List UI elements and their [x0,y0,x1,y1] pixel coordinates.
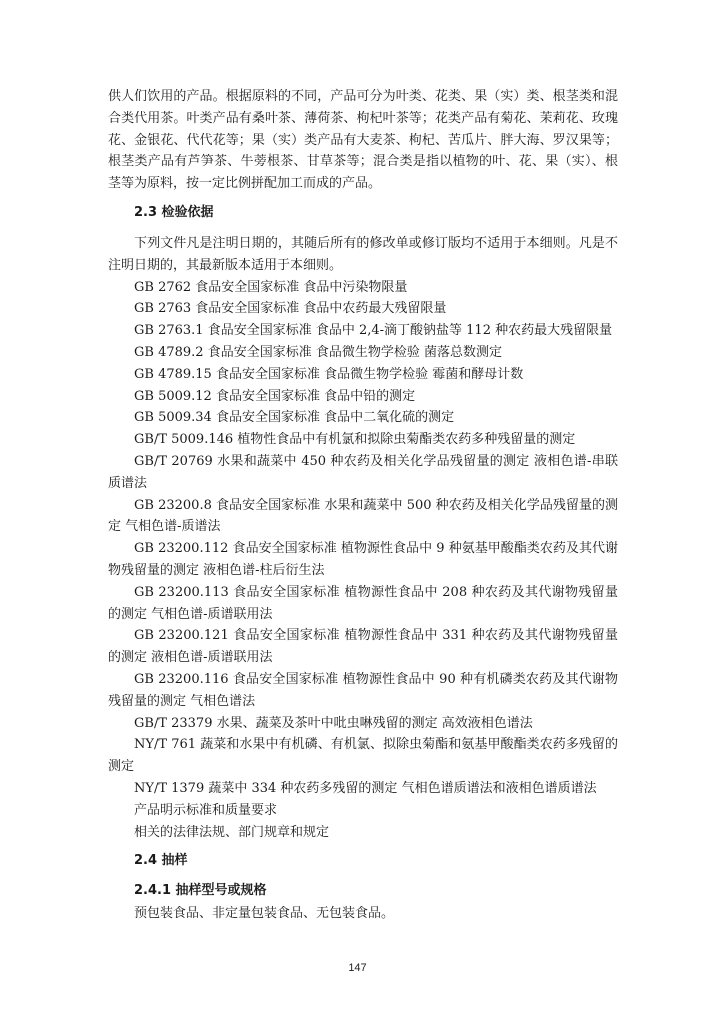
reference-item: GB 23200.116 食品安全国家标准 植物源性食品中 90 种有机磷类农药及其代谢物残留量的测定 气相色谱法 [108,671,618,709]
reference-item: GB 5009.12 食品安全国家标准 食品中铅的测定 [134,388,416,404]
reference-item: GB 23200.8 食品安全国家标准 水果和蔬菜中 500 种农药及相关化学品残留量的测定 气相色谱-质谱法 [108,497,618,535]
reference-item: GB 2763 食品安全国家标准 食品中农药最大残留限量 [134,301,447,317]
reference-item: GB/T 20769 水果和蔬菜中 450 种农药及相关化学品残留量的测定 液相色谱-串联质谱法 [108,453,618,491]
reference-item: GB 23200.113 食品安全国家标准 植物源性食品中 208 种农药及其代谢物残留量的测定 气相色谱-质谱联用法 [108,584,618,622]
section-2-3-intro: 下列文件凡是注明日期的，其随后所有的修改单或修订版均不适用于本细则。凡是不注明日期的，其最新版本适用于本细则。 [108,235,618,273]
reference-item: GB 4789.15 食品安全国家标准 食品微生物学检验 霉菌和酵母计数 [134,366,524,382]
section-2-4-1-text: 预包装食品、非定量包装食品、无包装食品。 [134,906,395,922]
reference-item: GB 5009.34 食品安全国家标准 食品中二氧化硫的测定 [134,410,455,426]
reference-item: 产品明示标准和质量要求 [134,802,278,818]
reference-item: GB 2762 食品安全国家标准 食品中污染物限量 [134,279,408,295]
section-2-4-1-heading: 2.4.1 抽样型号或规格 [134,883,267,899]
reference-list [108,277,618,844]
reference-item: GB/T 23379 水果、蔬菜及茶叶中吡虫啉残留的测定 高效液相色谱法 [134,715,533,731]
reference-item: GB 23200.121 食品安全国家标准 植物源性食品中 331 种农药及其代谢物残留量的测定 液相色谱-质谱联用法 [108,628,618,666]
page-content [108,86,618,925]
reference-item: NY/T 1379 蔬菜中 334 种农药多残留的测定 气相色谱质谱法和液相色谱质谱法 [134,780,597,796]
intro-paragraph: 供人们饮用的产品。根据原料的不同，产品可分为叶类、花类、果（实）类、根茎类和混合类代用茶。叶类产品有桑叶茶、薄荷茶、枸杞叶茶等；花类产品有菊花、茉莉花、玫瑰花、金银花、代代花等；果（实）类产品有大麦茶、枸杞、苦瓜片、胖大海、罗汉果等；根茎类产品有芦笋茶、牛蒡根茶、甘草茶等；混合类是指以植物的叶、花、果（实）、根茎等为原料，按一定比例拼配加工而成的产品。 [108,89,618,192]
reference-item: GB 2763.1 食品安全国家标准 食品中 2,4-滴丁酸钠盐等 112 种农药最大残留限量 [134,323,613,339]
section-2-3-heading: 2.3 检验依据 [134,204,214,220]
reference-item: GB/T 5009.146 植物性食品中有机氯和拟除虫菊酯类农药多种残留量的测定 [134,432,576,448]
reference-item: GB 4789.2 食品安全国家标准 食品微生物学检验 菌落总数测定 [134,344,502,360]
reference-item: NY/T 761 蔬菜和水果中有机磷、有机氯、拟除虫菊酯和氨基甲酸酯类农药多残留的测定 [108,737,618,775]
section-2-4-heading: 2.4 抽样 [134,853,188,869]
reference-item: 相关的法律法规、部门规章和规定 [134,824,330,840]
page-number: 147 [348,962,367,974]
reference-item: GB 23200.112 食品安全国家标准 植物源性食品中 9 种氨基甲酸酯类农药及其代谢物残留量的测定 液相色谱-柱后衍生法 [108,541,618,578]
